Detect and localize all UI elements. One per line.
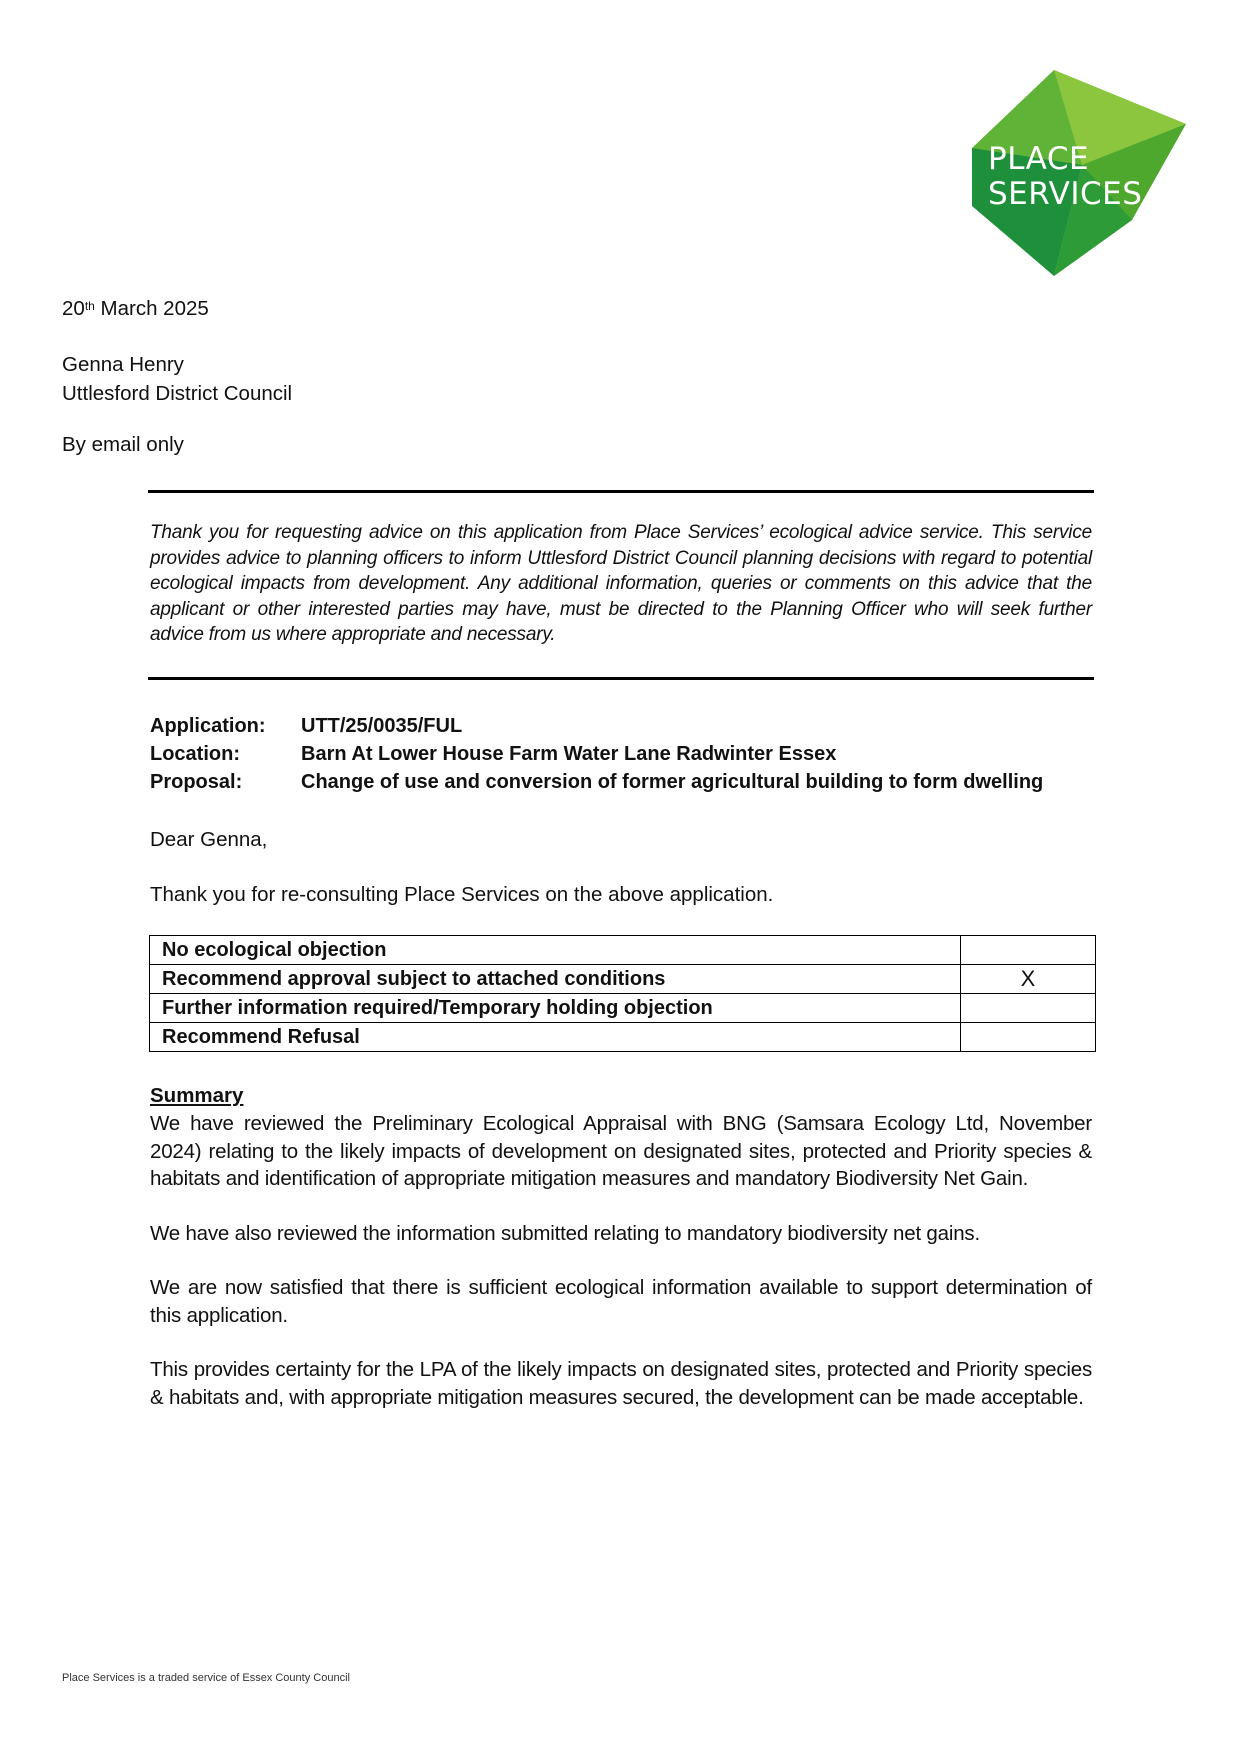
selection-mark bbox=[961, 1023, 1096, 1052]
footer-note: Place Services is a traded service of Essex County Council bbox=[62, 1672, 350, 1684]
divider-bottom bbox=[148, 677, 1094, 680]
recommendation-table bbox=[149, 935, 1096, 1052]
summary-section bbox=[150, 1081, 1092, 1411]
summary-paragraph: We have reviewed the Preliminary Ecological Appraisal with BNG (Samsara Ecology Ltd, November 2024) relating to the likely impacts of development on designated sites, protected and Priority species & habitats and identification of appropriate mitigation measures and mandatory Biodiversity Net Gain. bbox=[150, 1112, 1092, 1190]
summary-paragraph: This provides certainty for the LPA of the likely impacts on designated sites, protected and Priority species & habitats and, with appropriate mitigation measures secured, the development can be made acceptable. bbox=[150, 1358, 1092, 1409]
proposal-value: Change of use and conversion of former agricultural building to form dwelling bbox=[301, 771, 1044, 793]
proposal-row: Proposal: Change of use and conversion of former agricultural building to form dwelling bbox=[150, 768, 1043, 796]
summary-paragraph: We have also reviewed the information submitted relating to mandatory biodiversity net gains. bbox=[150, 1221, 980, 1245]
divider-top bbox=[148, 490, 1094, 493]
delivery-method: By email only bbox=[62, 433, 184, 456]
table-row: Recommend Refusal bbox=[150, 1023, 1096, 1052]
thanks-line: Thank you for re-consulting Place Services on the above application. bbox=[150, 883, 774, 906]
application-reference: UTT/25/0035/FUL bbox=[301, 715, 463, 737]
table-row: No ecological objection bbox=[150, 936, 1096, 965]
location-value: Barn At Lower House Farm Water Lane Radwinter Essex bbox=[301, 743, 837, 765]
recipient-address bbox=[62, 350, 292, 408]
letter-date: 20th March 2025 bbox=[62, 297, 209, 320]
intro-disclaimer: Thank you for requesting advice on this application from Place Services’ ecological advice service. This service provides advice to planning officers to inform Uttlesford District Council planning decisions with regard to potential ecological impacts from development. Any additional information, queries or comments on this advice that the applicant or other interested parties may have, must be directed to the Planning Officer who will seek further advice from us where appropriate and necessary. bbox=[150, 522, 1092, 645]
summary-paragraph: We are now satisfied that there is sufficient ecological information available to support determination of this application. bbox=[150, 1276, 1092, 1327]
table-row: Recommend approval subject to attached conditions X bbox=[150, 965, 1096, 994]
table-row: Further information required/Temporary holding objection bbox=[150, 994, 1096, 1023]
recipient-org: Uttlesford District Council bbox=[62, 382, 293, 405]
recipient-name: Genna Henry bbox=[62, 353, 184, 376]
selection-mark bbox=[961, 936, 1096, 965]
application-row: Application: UTT/25/0035/FUL bbox=[150, 712, 1043, 740]
summary-heading: Summary bbox=[150, 1084, 244, 1107]
greeting: Dear Genna, bbox=[150, 828, 268, 851]
logo-text: PLACE SERVICES bbox=[988, 141, 1143, 212]
place-services-logo bbox=[972, 70, 1188, 276]
selection-mark: X bbox=[961, 965, 1096, 994]
selection-mark bbox=[961, 994, 1096, 1023]
application-details bbox=[150, 712, 1043, 796]
location-row: Location: Barn At Lower House Farm Water Lane Radwinter Essex bbox=[150, 740, 1043, 768]
